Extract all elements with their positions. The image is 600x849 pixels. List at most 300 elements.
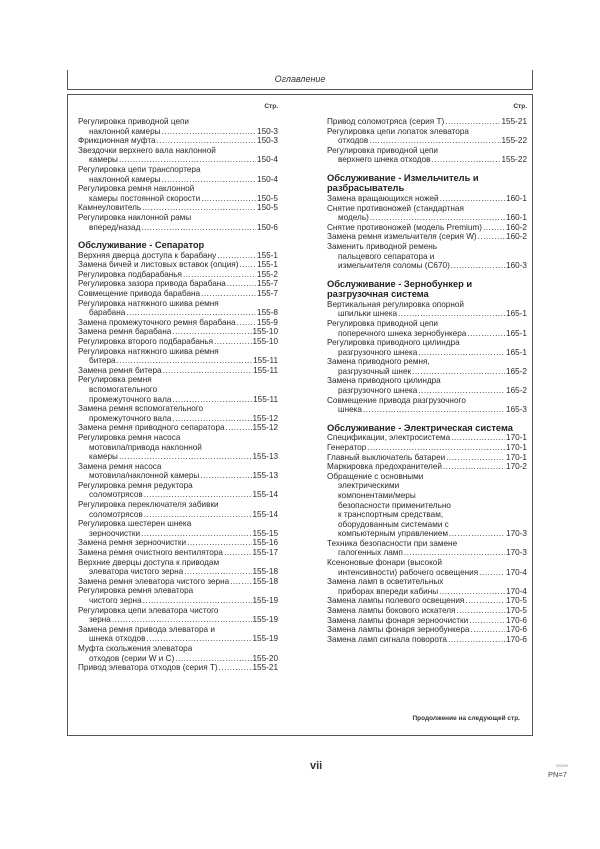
entry-page: 160-2: [506, 222, 527, 232]
entry-line: [78, 203, 278, 213]
entry-page: 170-5: [506, 606, 527, 616]
toc-entry[interactable]: [78, 146, 278, 165]
toc-entry[interactable]: [327, 443, 527, 453]
toc-groups: [78, 117, 278, 673]
toc-entry[interactable]: [78, 548, 278, 558]
dot-leader: [172, 414, 251, 424]
dot-leader: [119, 155, 256, 165]
entry-text: Замена ремня очистного вентилятора: [78, 548, 223, 558]
entry-page: 170-4: [506, 567, 527, 577]
entry-text: Муфта скольжения элеватора: [78, 643, 193, 653]
entry-text: Регулировка зазора привода барабана: [78, 279, 226, 289]
entry-line: [78, 663, 278, 673]
entry-text: поперечного шнека зернобункера: [338, 328, 467, 338]
entry-line: [78, 251, 278, 261]
dot-leader: [478, 232, 505, 242]
toc-entry[interactable]: [78, 519, 278, 538]
entry-page: 160-3: [506, 261, 527, 271]
entry-text: разгрузочный шнек: [338, 366, 412, 376]
toc-entry[interactable]: [327, 539, 527, 558]
entry-line: [78, 654, 278, 664]
toc-entry[interactable]: [78, 462, 278, 481]
entry-text: Генератор: [327, 442, 367, 452]
dot-leader: [369, 136, 500, 146]
dot-leader: [187, 538, 251, 548]
toc-entry[interactable]: [78, 270, 278, 280]
toc-entry[interactable]: [78, 481, 278, 500]
dot-leader: [446, 453, 505, 463]
dot-leader: [144, 510, 252, 520]
entry-line: [327, 232, 527, 242]
entry-text: Регулировка цепи лопаток элеватора: [327, 126, 469, 136]
dot-leader: [445, 117, 500, 127]
entry-page: 155-8: [257, 308, 278, 318]
entry-line: [78, 260, 278, 270]
entry-text: Совмещение привода барабана: [78, 289, 201, 298]
entry-text: наклонной камеры: [89, 174, 161, 184]
entry-line: [327, 155, 527, 165]
toc-entry[interactable]: [327, 232, 527, 242]
entry-page: 155-19: [252, 615, 278, 625]
toc-entry[interactable]: [78, 644, 278, 663]
entry-page: 155-11: [253, 394, 278, 404]
entry-page: 155-13: [252, 471, 278, 481]
entry-text: Регулировка шестерен шнека: [78, 519, 192, 529]
toc-entry[interactable]: [78, 558, 278, 577]
toc-entry[interactable]: [327, 146, 527, 165]
entry-text: Регулировка натяжного шкива ремня: [78, 298, 219, 308]
entry-page: 155-13: [252, 452, 278, 462]
entry-line: [327, 367, 527, 377]
entry-line: [327, 635, 527, 645]
entry-line: [78, 548, 278, 558]
entry-text: безопасности применительно: [338, 500, 451, 510]
entry-text: Замена ремня вспомогательного: [78, 404, 204, 414]
entry-text: измельчителя соломы (C670): [338, 261, 450, 271]
entry-line: [78, 452, 278, 462]
entry-text: Ксеноновые фонари (высокой: [327, 558, 442, 568]
entry-text: камеры: [89, 452, 118, 462]
entry-text: разгрузочного шнека: [338, 347, 418, 357]
entry-page: 170-3: [506, 548, 527, 558]
entry-line: [78, 308, 278, 318]
entry-line: [327, 625, 527, 635]
dot-leader: [172, 395, 252, 405]
entry-text: Замена бичей и листовых вставок (опция): [78, 260, 239, 270]
toc-entry[interactable]: [78, 606, 278, 625]
toc-entry[interactable]: [327, 194, 527, 204]
toc-entry[interactable]: [327, 117, 527, 127]
dot-leader: [456, 606, 505, 616]
entry-text: Регулировка цепи транспортера: [78, 164, 201, 174]
entry-text: Замена ремня измельчителя (серия W): [327, 232, 477, 242]
dot-leader: [141, 223, 256, 233]
entry-text: камеры: [89, 155, 118, 165]
toc-entry[interactable]: [78, 347, 278, 366]
entry-page: 155-7: [257, 279, 278, 289]
entry-text: соломотрясов: [89, 509, 143, 519]
entry-text: Регулировка цепи элеватора чистого: [78, 605, 219, 615]
entry-text: Замена лампы полевого освещения: [327, 596, 465, 606]
entry-line: [78, 270, 278, 280]
entry-text: Регулировка ремня насоса: [78, 432, 181, 442]
toc-entry[interactable]: [327, 577, 527, 596]
page-number: vii: [310, 760, 323, 772]
entry-line: [78, 414, 278, 424]
toc-entry[interactable]: [327, 204, 527, 223]
dot-leader: [219, 663, 252, 673]
entry-page: 155-16: [252, 538, 278, 548]
entry-page: 155-10: [252, 336, 278, 346]
entry-text: интенсивности) рабочего освещения: [338, 567, 479, 577]
page-column-label: Стр.: [513, 103, 527, 110]
entry-page: 165-2: [506, 366, 527, 376]
dot-leader: [363, 405, 505, 415]
entry-page: 155-19: [252, 634, 278, 644]
entry-line: [78, 136, 278, 146]
dot-leader: [440, 194, 505, 204]
entry-page: 170-3: [506, 529, 527, 539]
entry-text: соломотрясов: [89, 490, 143, 500]
dot-leader: [144, 490, 252, 500]
toc-entry[interactable]: [78, 500, 278, 519]
section-title: Обслуживание - Измельчитель и разбрасыватель: [327, 172, 479, 194]
entry-text: отходов: [338, 136, 369, 146]
toc-entry[interactable]: [78, 423, 278, 433]
toc-entry[interactable]: [78, 318, 278, 328]
toc-entry[interactable]: [327, 319, 527, 338]
entry-text: модель): [338, 213, 369, 223]
entry-line: [327, 529, 527, 539]
entry-text: Регулировка наклонной рамы: [78, 212, 192, 222]
section-title: Обслуживание - Зернобункер и разгрузочная система: [327, 278, 473, 300]
continued-note: Продолжение на следующей стр.: [412, 715, 520, 722]
toc-entry[interactable]: [327, 625, 527, 635]
entry-page: 150-6: [257, 222, 278, 232]
entry-page: 155-18: [252, 567, 278, 577]
toc-entry[interactable]: [78, 260, 278, 270]
toc-entry[interactable]: [78, 289, 278, 299]
entry-line: [327, 443, 527, 453]
toc-entry[interactable]: [78, 165, 278, 184]
page-column-label: Стр.: [264, 103, 278, 110]
entry-text: галогенных ламп: [338, 548, 403, 558]
entry-text: компонентами/меры: [338, 490, 416, 500]
dot-leader: [470, 625, 505, 635]
entry-line: [327, 223, 527, 233]
entry-line: [327, 329, 527, 339]
dot-leader: [201, 194, 256, 204]
toc-entry[interactable]: [78, 663, 278, 673]
entry-text: Техника безопасности при замене: [327, 538, 458, 548]
entry-text: Обращение с основными: [327, 471, 424, 481]
dot-leader: [163, 366, 253, 376]
toc-entry[interactable]: [327, 300, 527, 319]
toc-column-right: [327, 103, 527, 644]
toc-entry[interactable]: [327, 223, 527, 233]
toc-entry[interactable]: [327, 127, 527, 146]
entry-text: к транспортным средствам,: [338, 510, 444, 520]
entry-text: Заменить приводной ремень: [327, 241, 438, 251]
dot-leader: [467, 329, 505, 339]
entry-text: мотовила/привода наклонной: [89, 442, 202, 452]
entry-text: компьютерным управлением: [338, 529, 448, 539]
entry-line: [78, 471, 278, 481]
toc-entry[interactable]: [327, 433, 527, 443]
toc-entry[interactable]: [78, 538, 278, 548]
entry-page: 155-20: [252, 653, 278, 663]
entry-text: Замена ремня приводного сепаратора: [78, 423, 225, 433]
entry-line: [78, 577, 278, 587]
dot-leader: [432, 155, 501, 165]
toc-entry[interactable]: [327, 472, 527, 539]
entry-line: [327, 433, 527, 443]
entry-text: Регулировка ремня элеватора: [78, 586, 194, 596]
toc-entry[interactable]: [327, 462, 527, 472]
entry-page: 160-1: [506, 193, 527, 203]
entry-page: 155-12: [252, 423, 278, 433]
entry-text: Главный выключатель батареи: [327, 452, 446, 462]
entry-text: Замена ремня насоса: [78, 461, 162, 471]
entry-page: 155-17: [252, 548, 278, 558]
entry-page: 150-5: [257, 203, 278, 213]
entry-page: 155-2: [257, 269, 278, 279]
toc-entry[interactable]: [78, 337, 278, 347]
dot-leader: [443, 462, 505, 472]
entry-line: [78, 567, 278, 577]
toc-entry[interactable]: [78, 404, 278, 423]
entry-text: промежуточного вала: [89, 413, 172, 423]
entry-page: 170-6: [506, 634, 527, 644]
entry-line: [327, 136, 527, 146]
toc-entry[interactable]: [78, 375, 278, 404]
entry-page: 170-4: [506, 586, 527, 596]
dot-leader: [141, 529, 251, 539]
entry-text: камеры постоянной скорости: [89, 193, 201, 203]
entry-text: Регулировка ремня: [78, 375, 152, 385]
entry-text: Маркировка предохранителей: [327, 462, 442, 472]
dot-leader: [451, 261, 505, 271]
toc-entry[interactable]: [78, 117, 278, 136]
dot-leader: [479, 568, 505, 578]
entry-line: [327, 405, 527, 415]
toc-entry[interactable]: [78, 279, 278, 289]
entry-page: 155-12: [252, 413, 278, 423]
toc-entry[interactable]: [78, 184, 278, 203]
entry-line: [78, 529, 278, 539]
entry-line: [78, 223, 278, 233]
dot-leader: [483, 223, 505, 233]
entry-page: 170-1: [506, 442, 527, 452]
entry-page: 160-1: [506, 213, 527, 223]
entry-text: шнека: [338, 405, 362, 415]
dot-leader: [465, 596, 505, 606]
toc-entry[interactable]: [327, 635, 527, 645]
entry-text: наклонной камеры: [89, 126, 161, 136]
entry-text: вспомогательного: [89, 384, 158, 394]
dot-leader: [469, 616, 505, 626]
entry-text: Регулировка переключателя забивки: [78, 500, 219, 510]
toc-entry[interactable]: [327, 596, 527, 606]
entry-text: чистого зерна: [89, 596, 142, 605]
entry-text: приборах впереди кабины: [338, 586, 439, 596]
entry-text: Замена приводного цилиндра: [327, 376, 441, 386]
toc-entry[interactable]: [327, 376, 527, 395]
entry-text: барабана: [89, 308, 126, 318]
entry-line: [78, 510, 278, 520]
entry-line: [78, 615, 278, 625]
dot-leader: [201, 289, 256, 299]
entry-text: Регулировка приводного цилиндра: [327, 338, 460, 348]
toc-entry[interactable]: [78, 213, 278, 232]
dot-leader: [126, 308, 256, 318]
dot-leader: [172, 327, 251, 337]
toc-entry[interactable]: [78, 577, 278, 587]
entry-text: Регулировка приводной цепи: [78, 117, 190, 126]
entry-text: Камнеуловитель: [78, 203, 142, 213]
entry-page: 170-1: [506, 433, 527, 443]
dot-leader: [448, 635, 505, 645]
entry-line: [78, 395, 278, 405]
entry-text: Замена лампы фонаря зерноочистки: [327, 615, 469, 625]
toc-entry[interactable]: [78, 625, 278, 644]
entry-text: Замена приводного ремня,: [327, 357, 430, 367]
entry-line: [78, 155, 278, 165]
toc-entry[interactable]: [78, 299, 278, 318]
entry-line: [78, 356, 278, 366]
dot-leader: [449, 529, 505, 539]
entry-line: [327, 261, 527, 271]
dot-leader: [142, 203, 256, 213]
toc-entry[interactable]: [327, 357, 527, 376]
entry-page: 155-15: [252, 528, 278, 538]
toc-entry[interactable]: [327, 558, 527, 577]
entry-page: 165-2: [506, 386, 527, 396]
toc-groups: [327, 117, 527, 644]
entry-text: зерноочистки: [89, 528, 141, 538]
dot-leader: [439, 587, 505, 597]
dot-leader: [162, 127, 256, 137]
entry-text: Регулировка натяжного шкива ремня: [78, 346, 219, 356]
entry-page: 155-14: [252, 490, 278, 500]
entry-line: [327, 548, 527, 558]
toc-entry[interactable]: [78, 327, 278, 337]
entry-text: Замена ремня элеватора чистого зерна: [78, 576, 230, 586]
entry-line: [327, 453, 527, 463]
entry-text: Верхние дверцы доступа к приводам: [78, 557, 220, 567]
entry-page: 155-18: [252, 576, 278, 586]
entry-line: [327, 596, 527, 606]
entry-line: [78, 175, 278, 185]
entry-page: 160-2: [506, 232, 527, 242]
dot-leader: [227, 279, 256, 289]
dot-leader: [157, 136, 257, 146]
toc-entry[interactable]: [327, 242, 527, 271]
toc-entry[interactable]: [327, 338, 527, 357]
entry-page: 155-21: [252, 663, 278, 673]
entry-text: Спецификации, электросистема: [327, 433, 451, 443]
entry-text: Звездочки верхнего вала наклонной: [78, 145, 216, 155]
entry-line: [327, 587, 527, 597]
toc-entry[interactable]: [78, 136, 278, 146]
dot-leader: [117, 356, 253, 366]
toc-entry[interactable]: [78, 433, 278, 462]
entry-line: [78, 318, 278, 328]
entry-line: [78, 634, 278, 644]
entry-page: 170-6: [506, 615, 527, 625]
entry-text: вперед/назад: [89, 222, 141, 232]
entry-line: [327, 386, 527, 396]
dot-leader: [412, 367, 505, 377]
entry-line: [327, 462, 527, 472]
entry-text: Замена вращающихся ножей: [327, 193, 439, 203]
dot-leader: [214, 337, 251, 347]
dot-leader: [451, 433, 505, 443]
toc-entry[interactable]: [78, 251, 278, 261]
page-header: [67, 70, 533, 90]
dot-leader: [217, 251, 256, 261]
entry-line: [78, 423, 278, 433]
entry-line: [78, 490, 278, 500]
entry-page: 165-1: [506, 347, 527, 357]
entry-line: [78, 538, 278, 548]
entry-page: 170-2: [506, 462, 527, 472]
entry-text: разгрузочного шнека: [338, 386, 418, 396]
entry-page: 155-1: [257, 260, 278, 270]
entry-text: отходов (серии W и C): [89, 653, 175, 663]
entry-text: пальцевого сепаратора и: [338, 251, 435, 261]
entry-text: Регулировка второго подбарабанья: [78, 336, 214, 346]
dot-leader: [184, 567, 251, 577]
dot-leader: [239, 260, 256, 270]
entry-text: Верхняя дверца доступа к барабану: [78, 250, 217, 260]
dot-leader: [119, 452, 252, 462]
entry-text: Замена ремня барабана: [78, 327, 172, 337]
toc-entry[interactable]: [327, 606, 527, 616]
entry-page: 155-11: [253, 365, 278, 375]
dot-leader: [224, 548, 252, 558]
entry-page: 150-3: [257, 136, 278, 146]
dot-leader: [404, 548, 505, 558]
entry-page: 150-3: [257, 126, 278, 136]
entry-page: 150-4: [257, 155, 278, 165]
toc-entry[interactable]: [78, 203, 278, 213]
entry-line: [327, 117, 527, 127]
entry-line: [78, 289, 278, 299]
toc-entry[interactable]: [78, 366, 278, 376]
dot-leader: [367, 443, 505, 453]
toc-entry[interactable]: [327, 453, 527, 463]
dot-leader: [112, 615, 252, 625]
toc-entry[interactable]: [78, 586, 278, 605]
dot-leader: [418, 386, 505, 396]
entry-line: [78, 127, 278, 137]
entry-page: 155-14: [252, 509, 278, 519]
entry-text: Замена ремня битера: [78, 365, 162, 375]
toc-box: [67, 94, 533, 736]
entry-page: 170-6: [506, 625, 527, 635]
entry-text: элеватора чистого зерна: [89, 567, 184, 577]
toc-entry[interactable]: [327, 396, 527, 415]
entry-page: 155-7: [257, 289, 278, 298]
toc-entry[interactable]: [327, 616, 527, 626]
entry-text: Привод элеватора отходов (серия T): [78, 663, 218, 673]
dot-leader: [398, 309, 505, 319]
entry-text: битера: [89, 356, 116, 366]
toc-column-left: [78, 103, 278, 673]
entry-page: 155-10: [252, 327, 278, 337]
entry-line: [327, 348, 527, 358]
